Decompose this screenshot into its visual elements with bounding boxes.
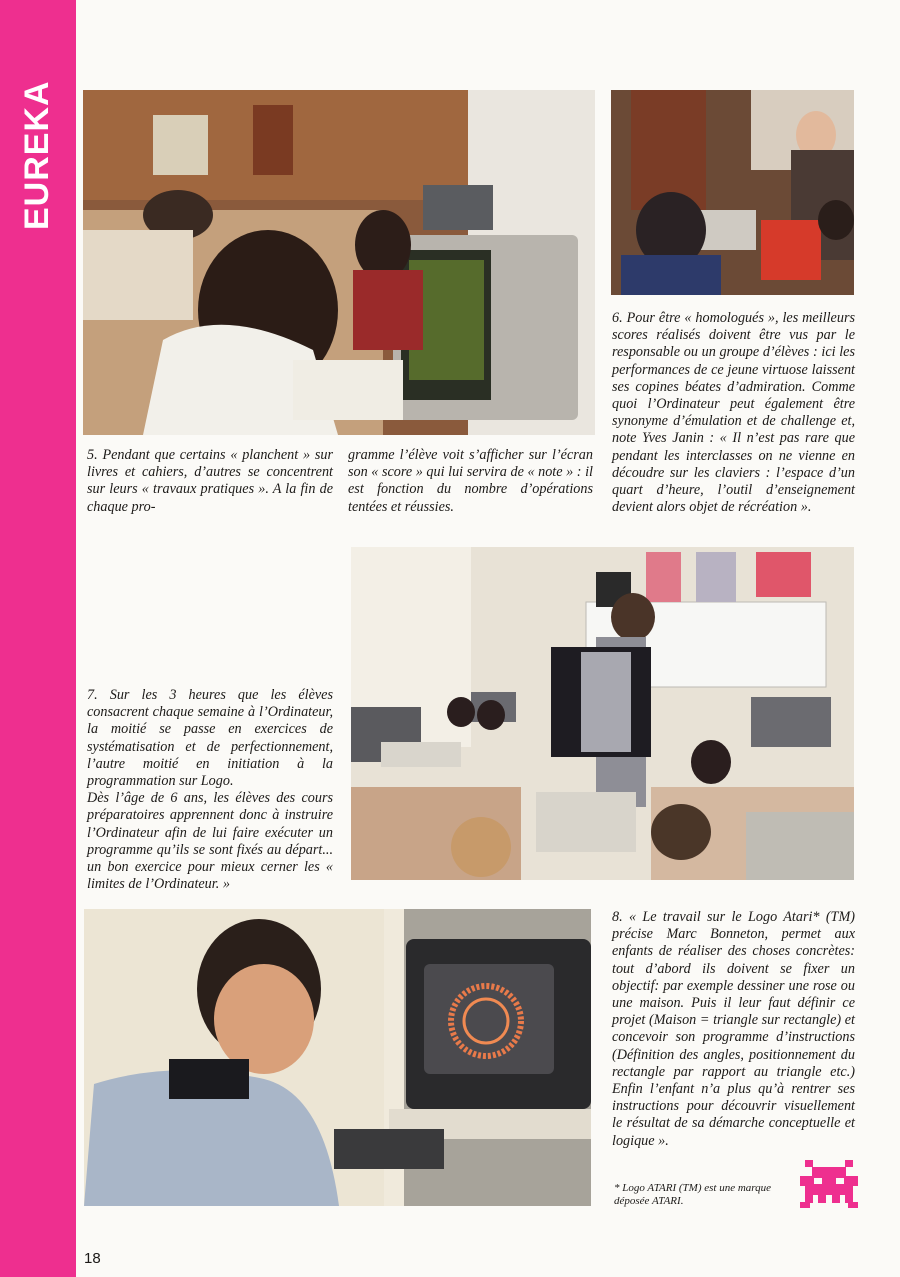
photo-7-image — [351, 547, 854, 880]
caption-7-para2: Dès l’âge de 6 ans, les élèves des cours préparatoires apprennent donc à instruire l’Ordinateur afin de lui faire exécuter un programme qu’ils se sont fixés au départ... un bon exercice pour mieux cerner les « limites de l’Ordinateur. » — [87, 790, 333, 893]
photo-8-marc-bonneton — [84, 909, 591, 1206]
caption-5-part2: gramme l’élève voit s’afficher sur l’écran son « score » qui lui servira de « note » : il est fonction du nombre d’opérations tentées et réussies. — [348, 447, 593, 515]
section-sidebar — [0, 0, 76, 1277]
photo-6-image — [611, 90, 854, 295]
space-invader-icon — [800, 1160, 858, 1208]
page-number: 18 — [84, 1250, 101, 1267]
caption-5-part1: 5. Pendant que certains « planchent » sur livres et cahiers, d’autres se concentrent sur leurs « travaux pratiques ». A la fin de chaque pro- — [87, 447, 333, 515]
section-label: EUREKA — [18, 80, 56, 230]
caption-7-para1: 7. Sur les 3 heures que les élèves consacrent chaque semaine à l’Ordinateur, la moitié se passe en exercices de systématisation et de perfectionnement, l’autre moitié en initiation à la programmation sur Logo. — [87, 687, 333, 790]
photo-8-image — [84, 909, 591, 1206]
photo-5-classroom — [83, 90, 595, 435]
caption-8: 8. « Le travail sur le Logo Atari* (TM) précise Marc Bonneton, permet aux enfants de réaliser des choses concrètes: tout d’abord ils doivent se fixer un objectif: par exemple dessiner une rose ou une maison. Puis il leur faut définir ce projet (Maison = triangle sur rectangle) et concevoir son programme d’instructions (Définition des angles, positionnement du rectangle par rapport au triangle etc.) Enfin l’enfant n’a plus qu’à rentrer ses instructions pour découvrir visuellement le résultat de sa démarche conceptuelle et logique ». — [612, 909, 855, 1149]
caption-6: 6. Pour être « homologués », les meilleurs scores réalisés doivent être vus par le responsable ou un groupe d’élèves : ici les performances de ce jeune virtuose laissent ses copines béates d’admiration. Comme quoi l’Ordinateur peut également être synonyme d’émulation et de challenge et, note Yves Janin : « Il n’est pas rare que pendant les interclasses on ne vienne en découdre sur les claviers : l’espace d’un quart d’heure, l’outil d’enseignement devient alors objet de récréation ». — [612, 310, 855, 516]
photo-6-students — [611, 90, 854, 295]
photo-7-teacher-class — [351, 547, 854, 880]
caption-7 — [87, 687, 333, 893]
footnote: * Logo ATARI (TM) est une marque déposée ATARI. — [614, 1182, 772, 1207]
photo-5-image — [83, 90, 595, 435]
